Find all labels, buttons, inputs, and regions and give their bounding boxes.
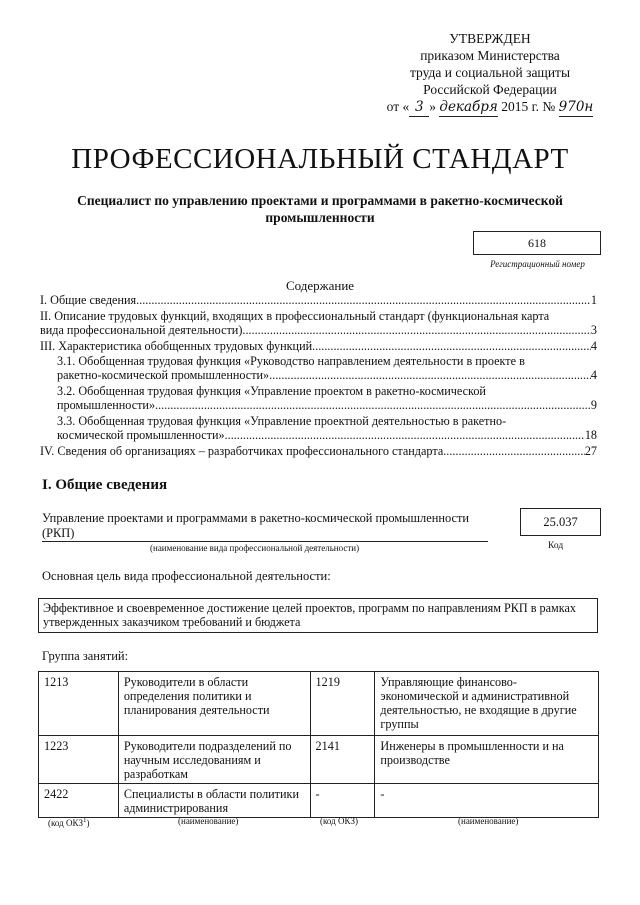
toc-item-developers[interactable]: IV. Сведения об организациях – разработчиках профессионального стандарта ..... 27 — [40, 444, 597, 458]
occupation-name-cell: Руководители в области определения политики и планирования деятельности — [118, 672, 310, 736]
approval-year: 2015 г. № — [501, 99, 556, 114]
toc-item-characteristics[interactable]: III. Характеристика обобщенных трудовых функций ..... 4 — [40, 339, 597, 353]
occupation-name-caption: (наименование) — [178, 816, 239, 826]
toc-item-3-3[interactable]: 3.3. Обобщенная трудовая функция «Управление проектной деятельностью в ракетно- космической промышленности» ..... 18 — [57, 414, 597, 442]
approval-ministry-line: труда и социальной защиты — [409, 65, 571, 80]
okz-code-cell: 2422 — [39, 784, 119, 818]
okz-code-cell: 1213 — [39, 672, 119, 736]
okz-code-cell: 2141 — [310, 736, 375, 784]
occupation-name-cell: Руководители подразделений по научным исследованиям и разработкам — [118, 736, 310, 784]
goal-text-box: Эффективное и своевременное достижение целей проектов, программ по направлениям РКП в рамках утвержденных заказчиком требований и бюджета — [38, 598, 598, 633]
toc-item-functional-map[interactable]: II. Описание трудовых функций, входящих в профессиональный стандарт (функциональная карта вида профессиональной деятельности) ..... 3 — [40, 309, 597, 337]
approval-day: 3 — [409, 99, 429, 117]
approval-date-line: от « 3 » декабря 2015 г. № 970н — [386, 99, 594, 115]
occupation-name-cell: Специалисты в области политики администрирования — [118, 784, 310, 818]
okz-code-cell: 1223 — [39, 736, 119, 784]
toc-page: 3 — [590, 323, 597, 337]
toc-page: 9 — [590, 398, 597, 412]
toc-item-general-info[interactable]: I. Общие сведения ..... 1 — [40, 293, 597, 307]
occupation-name-cell: Управляющие финансово-экономической и административной деятельностью, не входящие в другие группы — [375, 672, 599, 736]
activity-code-box: 25.037 — [520, 508, 601, 536]
toc-page: 18 — [584, 428, 597, 442]
toc-item-3-2[interactable]: 3.2. Обобщенная трудовая функция «Управление проектом в ракетно-космической промышленности» ..... 9 — [57, 384, 597, 412]
okz-code-cell: 1219 — [310, 672, 375, 736]
occupation-name-cell: - — [375, 784, 599, 818]
table-row — [39, 736, 599, 784]
approval-date-prefix: от — [386, 99, 400, 114]
activity-kind-caption: (наименование вида профессиональной деятельности) — [150, 543, 360, 553]
toc-page: 1 — [590, 293, 597, 307]
okz-code-caption: (код ОКЗ$^1$) — [48, 816, 90, 828]
toc-page: 27 — [584, 444, 597, 458]
approval-number: 970н — [558, 99, 594, 115]
occupation-name-cell: Инженеры в промышленности и на производстве — [375, 736, 599, 784]
activity-code-caption: Код — [548, 541, 564, 551]
approval-month: декабря — [439, 99, 498, 115]
activity-kind-name: Управление проектами и программами в ракетно-космической промышленности (РКП) — [42, 511, 488, 542]
toc-item-3-1[interactable]: 3.1. Обобщенная трудовая функция «Руководство направлением деятельности в проекте в ракетно-космической промышленности» ..... 4 — [57, 354, 597, 382]
occupation-name-caption-2: (наименование) — [458, 816, 519, 826]
approval-block — [380, 30, 600, 117]
approval-order-line: приказом Министерства — [420, 48, 560, 63]
okz-code-caption-2: (код ОКЗ) — [320, 816, 358, 826]
section-heading-general-info: I. Общие сведения — [42, 477, 168, 493]
document-title: ПРОФЕССИОНАЛЬНЫЙ СТАНДАРТ — [71, 143, 569, 175]
occupation-group-table — [38, 671, 599, 818]
toc-page: 4 — [590, 339, 597, 353]
contents-title: Содержание — [285, 278, 355, 293]
table-row — [39, 672, 599, 736]
table-row — [39, 784, 599, 818]
registration-number-box: 618 — [473, 231, 601, 255]
okz-code-cell: - — [310, 784, 375, 818]
goal-label: Основная цель вида профессиональной деятельности: — [42, 569, 331, 583]
toc-page: 4 — [590, 368, 597, 382]
approval-federation-line: Российской Федерации — [423, 82, 557, 97]
approval-title: УТВЕРЖДЕН — [449, 31, 531, 46]
document-subtitle: Специалист по управлению проектами и программами в ракетно-космической промышленности — [77, 193, 563, 225]
occupation-group-label: Группа занятий: — [42, 649, 129, 663]
registration-number-label: Регистрационный номер — [490, 259, 585, 269]
